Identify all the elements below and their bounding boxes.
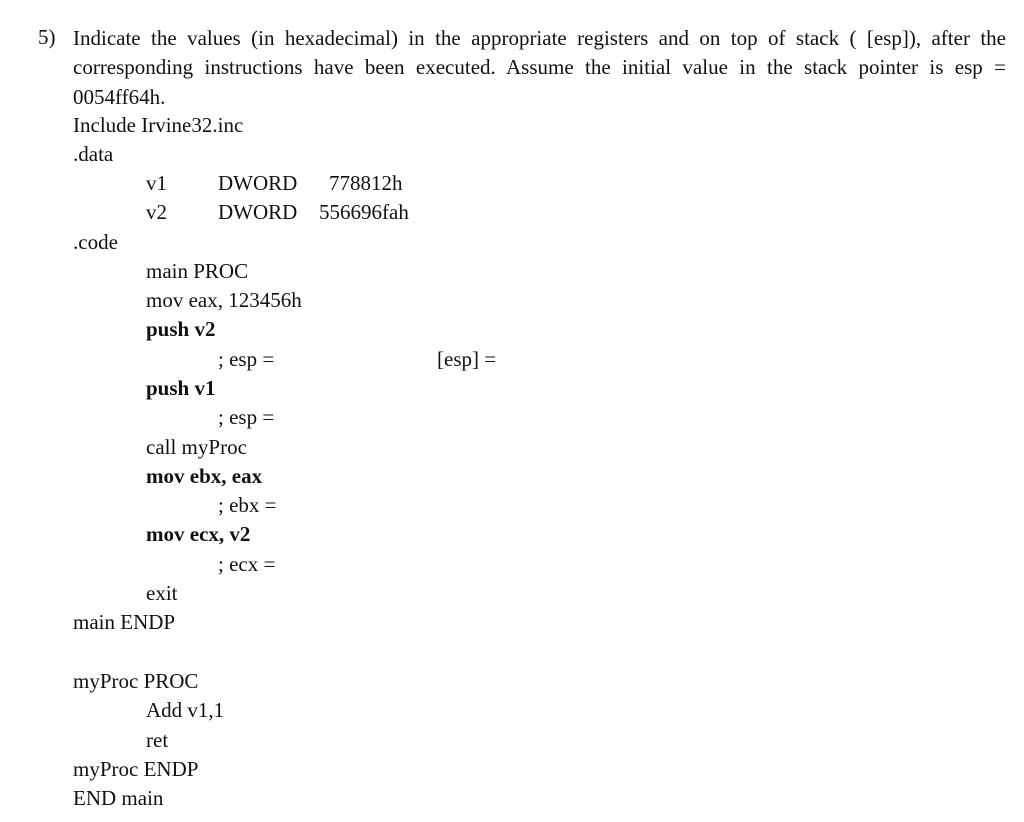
mov-ebx-line: mov ebx, eax bbox=[146, 464, 263, 488]
ebx-comment: ; ebx = bbox=[218, 493, 277, 517]
mov-ecx-line: mov ecx, v2 bbox=[146, 522, 251, 546]
include-line: Include Irvine32.inc bbox=[73, 113, 244, 137]
var-v1-name: v1 bbox=[146, 171, 167, 195]
main-proc-line: main PROC bbox=[146, 259, 249, 283]
question-text: Indicate the values (in hexadecimal) in the appropriate registers and on top of stack ( [esp]), after the corresponding instructions have been executed. Assume the initial value in the stack pointer is esp = 0054ff64h. bbox=[73, 26, 1006, 109]
ret-line: ret bbox=[146, 728, 169, 752]
var-v2-type: DWORD bbox=[218, 200, 298, 224]
esp-comment-2: ; esp = bbox=[218, 405, 275, 429]
data-directive: .data bbox=[73, 142, 114, 166]
code-directive: .code bbox=[73, 230, 118, 254]
end-main-line: END main bbox=[73, 786, 164, 810]
exit-line: exit bbox=[146, 581, 178, 605]
esp-comment-1: ; esp = bbox=[218, 347, 275, 371]
main-endp-line: main ENDP bbox=[73, 610, 176, 634]
mov-eax-line: mov eax, 123456h bbox=[146, 288, 302, 312]
esp-top-label: [esp] = bbox=[437, 347, 497, 371]
ecx-comment: ; ecx = bbox=[218, 552, 276, 576]
var-v2-name: v2 bbox=[146, 200, 167, 224]
call-myproc-line: call myProc bbox=[146, 435, 247, 459]
var-v2-value: 556696fah bbox=[319, 200, 409, 224]
var-v1-type: DWORD bbox=[218, 171, 298, 195]
push-v1-line: push v1 bbox=[146, 376, 216, 400]
var-v1-value: 778812h bbox=[329, 171, 403, 195]
add-v1-line: Add v1,1 bbox=[146, 698, 225, 722]
myproc-endp-line: myProc ENDP bbox=[73, 757, 199, 781]
push-v2-line: push v2 bbox=[146, 317, 216, 341]
myproc-proc-line: myProc PROC bbox=[73, 669, 199, 693]
question-number: 5) bbox=[38, 25, 56, 49]
